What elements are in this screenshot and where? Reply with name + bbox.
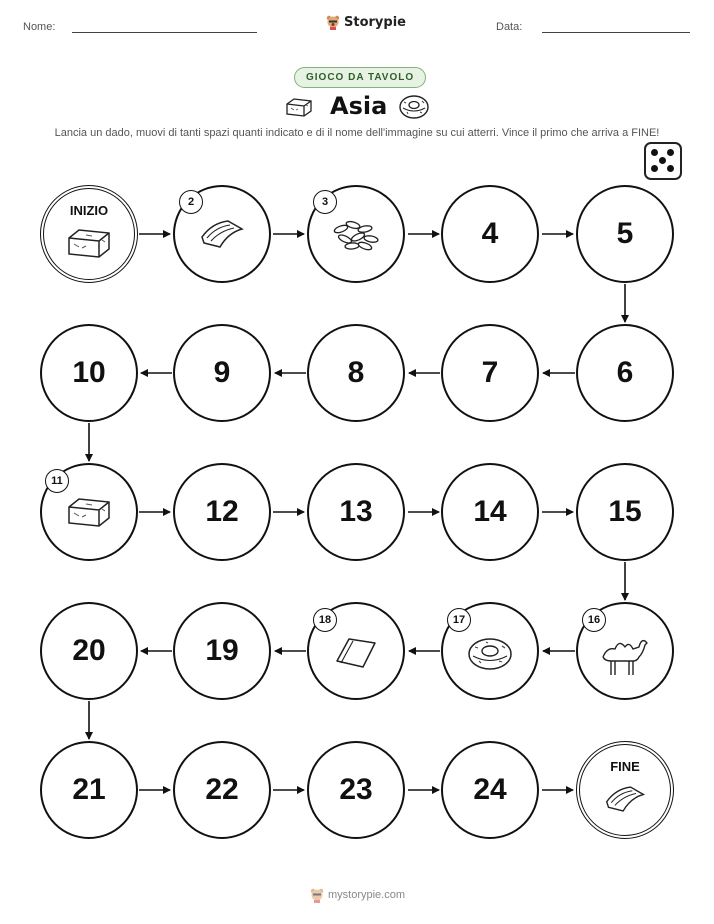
game-type-badge: GIOCO DA TAVOLO (294, 67, 426, 88)
space-number: 22 (205, 773, 239, 806)
space-number: 9 (213, 356, 231, 389)
board-space-24 (441, 741, 539, 839)
board-space-13 (307, 463, 405, 561)
space-number: 12 (205, 495, 239, 528)
tofu-block-icon (66, 227, 112, 259)
board-space-5 (576, 185, 674, 283)
space-number: 8 (347, 356, 365, 389)
space-number-badge: 16 (582, 608, 606, 632)
space-number: 20 (72, 634, 106, 667)
board-space-6 (576, 324, 674, 422)
space-number-badge: 2 (179, 190, 203, 214)
name-label: Nome: (23, 21, 56, 33)
tofu-block-icon (66, 496, 112, 528)
space-number-badge: 11 (45, 469, 69, 493)
space-number: 4 (481, 217, 499, 250)
board-space-9 (173, 324, 271, 422)
brand-name: Storypie (344, 14, 406, 30)
space-number-badge: 17 (447, 608, 471, 632)
board-space-22 (173, 741, 271, 839)
space-number: 14 (473, 495, 507, 528)
board-space-10 (40, 324, 138, 422)
space-number-badge: 18 (313, 608, 337, 632)
footer (310, 887, 405, 903)
date-label: Data: (496, 21, 523, 33)
start-label: INIZIO (69, 203, 109, 218)
board-space-19 (173, 602, 271, 700)
board-space-15 (576, 463, 674, 561)
board-space-12 (173, 463, 271, 561)
space-number: 7 (481, 356, 499, 389)
space-number: 24 (473, 773, 507, 806)
space-number: 23 (339, 773, 373, 806)
space-number: 6 (616, 356, 634, 389)
space-number: 21 (72, 773, 106, 806)
napkin-icon (333, 635, 379, 671)
space-number: 19 (205, 634, 239, 667)
board-space-4 (441, 185, 539, 283)
ring-donut-icon (466, 636, 514, 672)
bear-mascot-icon (310, 887, 324, 903)
page-title: Asia (330, 92, 388, 120)
board-space-14 (441, 463, 539, 561)
finish-label: FINE (610, 759, 640, 774)
board-space-8 (307, 324, 405, 422)
space-number: 5 (616, 217, 634, 250)
board-space-23 (307, 741, 405, 839)
space-number-badge: 3 (313, 190, 337, 214)
board-space-20 (40, 602, 138, 700)
footer-url[interactable]: mystorypie.com (328, 889, 406, 901)
folded-cloth-icon (603, 783, 647, 815)
space-number: 15 (608, 495, 642, 528)
board-space-7 (441, 324, 539, 422)
board-space-21 (40, 741, 138, 839)
space-number: 13 (339, 495, 373, 528)
instructions: Lancia un dado, muovi di tanti spazi quanti indicato e di il nome dell'immagine su cui atterri. Vince il primo che arriva a FINE! (54, 127, 660, 139)
seeds-icon (331, 217, 381, 251)
space-number: 10 (72, 356, 106, 389)
board-space-finish (576, 741, 674, 839)
board-space-start (40, 185, 138, 283)
camel-icon (599, 633, 651, 679)
folded-cloth-icon (198, 217, 246, 251)
